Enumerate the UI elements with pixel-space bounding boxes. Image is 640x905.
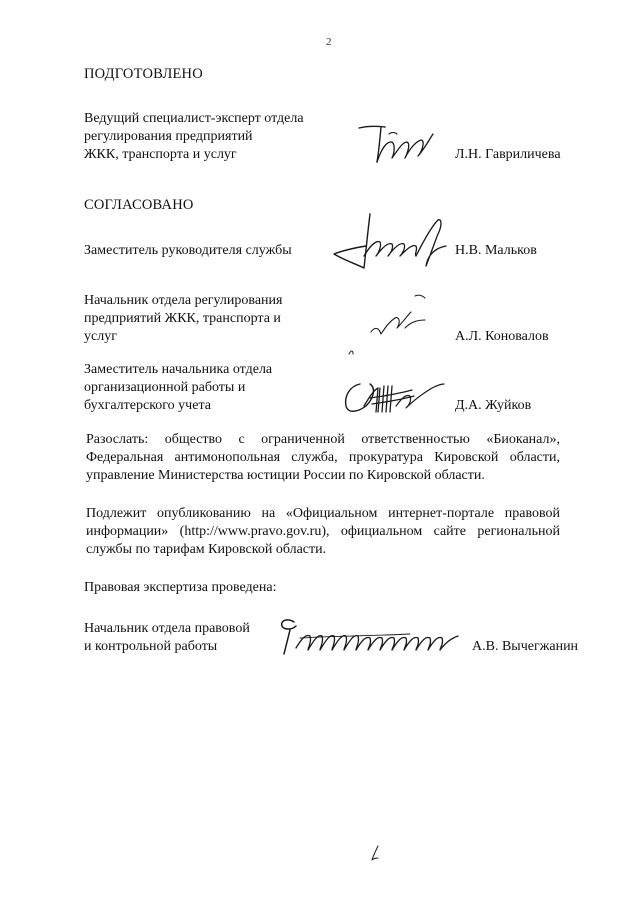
distribution-line: управление Министерства юстиции России по Кировской области. — [86, 468, 485, 483]
agreed-signatory-name: Н.В. Мальков — [455, 243, 537, 258]
agreed-position-line: бухгалтерского учета — [84, 398, 211, 413]
prepared-position-line: Ведущий специалист-эксперт отдела — [84, 111, 304, 126]
agreed-heading: СОГЛАСОВАНО — [84, 197, 194, 213]
distribution-line: Разослать: общество с ограниченной ответственностью «Биоканал», — [86, 432, 560, 447]
pen-mark — [368, 844, 382, 862]
legal-review-signatory-name: А.В. Вычегжанин — [472, 639, 579, 654]
signature-gavrilicheva — [355, 120, 445, 170]
prepared-position-line: регулирования предприятий — [84, 129, 253, 144]
signature-konovalov — [345, 292, 440, 362]
legal-review-position-line: Начальник отдела правовой — [84, 621, 250, 636]
agreed-position-line: предприятий ЖКК, транспорта и — [84, 311, 281, 326]
agreed-signatory-name: Д.А. Жуйков — [455, 398, 532, 413]
agreed-signatory-name: А.Л. Коновалов — [455, 329, 549, 344]
publication-paragraph — [86, 505, 560, 559]
prepared-signatory-name: Л.Н. Гавриличева — [455, 147, 561, 162]
legal-review-statement: Правовая экспертиза проведена: — [84, 580, 277, 595]
legal-review-position-line: и контрольной работы — [84, 639, 218, 654]
publication-line: Подлежит опубликованию на «Официальном интернет-портале правовой — [86, 506, 560, 521]
publication-line: информации» (http://www.pravo.gov.ru), официальном сайте региональной — [86, 524, 560, 539]
prepared-position-line: ЖКК, транспорта и услуг — [84, 147, 237, 162]
signature-zhuikov — [340, 376, 445, 421]
publication-line: службы по тарифам Кировской области. — [86, 542, 327, 557]
agreed-position-line: Заместитель руководителя службы — [84, 243, 292, 258]
agreed-position-line: услуг — [84, 329, 117, 344]
signature-malkov — [330, 210, 455, 280]
distribution-line: Федеральная антимонопольная служба, прокуратура Кировской области, — [86, 450, 560, 465]
prepared-heading: ПОДГОТОВЛЕНО — [84, 66, 203, 82]
agreed-position-line: Начальник отдела регулирования — [84, 293, 283, 308]
page-number: 2 — [326, 36, 332, 48]
agreed-position-line: организационной работы и — [84, 380, 246, 395]
agreed-position-line: Заместитель начальника отдела — [84, 362, 273, 377]
distribution-paragraph — [86, 431, 560, 485]
signature-vychegzhanin — [270, 612, 465, 662]
